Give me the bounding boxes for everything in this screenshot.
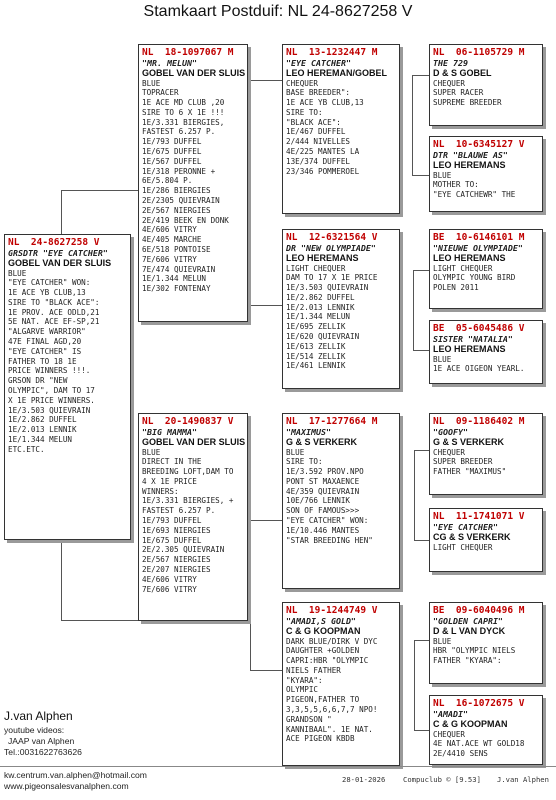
info-line: BLUE [433,170,452,180]
info-line: OLYMPIC [286,685,319,695]
info-line: PIGEON,FATHER TO [286,695,360,705]
info-line: FATHER "MAXIMUS" [433,467,507,477]
breeder-name: LEO HEREMANS [433,160,506,170]
info-line: 1E/613 ZELLIK [286,341,346,351]
ring-number: NL 20-1490837 V [142,416,234,427]
info-line: 1E/514 ZELLIK [286,351,346,361]
pigeon-name: "MAXIMUS" [286,427,331,437]
info-line: 47E FINAL AGD,20 [8,337,82,347]
info-line: 1E/3.503 QUIEVRAIN [8,405,91,415]
connector-line [412,175,429,176]
info-line: 13E/374 DUFFEL [286,156,351,166]
info-line: DIRECT IN THE [142,457,202,467]
info-line: 5E NAT. ACE EF-SP,21 [8,317,100,327]
ring-number: NL 17-1277664 M [286,416,378,427]
owner-name: J.van Alphen [4,709,73,723]
info-line: 1E/793 DUFFEL [142,137,202,147]
info-line: 1E ACE YB CLUB,13 [8,288,86,298]
owner-phone: Tel.:0031622763626 [4,747,82,757]
ring-number: BE 05-6045486 V [433,323,525,334]
info-line: SIRE TO: [286,107,323,117]
info-line: "EYE CATCHER" IS [8,346,82,356]
pigeon-name: DR "NEW OLYMPIADE" [286,243,376,253]
ring-number: NL 06-1105729 M [433,47,525,58]
breeder-name: GOBEL VAN DER SLUIS [142,68,246,78]
pigeon-name: "GOLDEN CAPRI" [433,616,503,626]
footer-software: Compuclub © [9.53] [403,775,481,784]
dam-dam-dam-card [429,695,543,765]
info-line: 1E/1.344 MELUN [142,274,207,284]
info-line: 1E/693 NIERGIES [142,525,211,535]
info-line: SUPER BREEDER [433,457,493,467]
info-line: CHEQUER [433,729,466,739]
info-line: BLUE [142,447,161,457]
breeder-name: LEO HEREMANS [433,344,506,354]
breeder-name: C & G KOOPMAN [286,626,361,636]
info-line: 1E/2.013 LENNIK [8,425,77,435]
owner-videos-label: youtube videos: [4,725,65,735]
info-line: BLUE [8,268,27,278]
info-line: 7E/474 QUIEVRAIN [142,264,216,274]
info-line: 1E/1.344 MELUN [286,312,351,322]
info-line: 3,3,5,5,6,6,7,7 NPO! [286,705,378,715]
info-line: 2E/419 BEEK EN DONK [142,215,229,225]
info-line: 1E/3.592 PROV.NPO [286,467,364,477]
info-line: 1E/318 PERONNE + [142,166,216,176]
info-line: DAUGHTER +GOLDEN [286,646,360,656]
info-line: 1E/3.331 BIERGIES, + [142,496,234,506]
connector-line [412,75,429,76]
info-line: 1E/3.331 BIERGIES, [142,117,225,127]
info-line: 1E/2.862 DUFFEL [8,415,77,425]
footer-date: 28-01-2026 [342,775,386,784]
ring-number: NL 10-6345127 V [433,139,525,150]
breeder-name: LEO HEREMANS [286,253,359,263]
info-line: HBR "OLYMPIC NIELS [433,646,516,656]
info-line: 6E/518 PONTOISE [142,245,211,255]
info-line: OLYMPIC", DAM TO 17 [8,386,95,396]
info-line: 1E PROV. ACE ODLD,21 [8,307,100,317]
info-line: BLUE [286,447,305,457]
connector-line [248,305,282,306]
info-line: OLYMPIC YOUNG BIRD [433,273,516,283]
info-line: "STAR BREEDING HEN" [286,535,373,545]
info-line: 2E/567 NIERGIES [142,555,211,565]
info-line: 4E/405 MARCHE [142,235,202,245]
connector-line [248,80,249,305]
info-line: 10E/766 LENNIK [286,496,351,506]
info-line: 7E/606 VITRY [142,584,197,594]
info-line: 1E ACE MD CLUB ,20 [142,98,225,108]
info-line: LIGHT CHEQUER [286,263,346,273]
connector-line [61,620,138,621]
info-line: 1E/286 BIERGIES [142,186,211,196]
info-line: CHEQUER [433,447,466,457]
info-line: 1E/1.344 MELUN [8,435,73,445]
footer-website[interactable]: www.pigeonsalesvanalphen.com [4,781,129,791]
footer-author: J.van Alphen [497,775,549,784]
breeder-name: G & S VERKERK [433,437,505,447]
info-line: 1E ACE OIGEON YEARL. [433,364,525,374]
info-line: BLUE [142,78,161,88]
info-line: 1E/10.446 MANTES [286,525,360,535]
connector-line [414,640,415,730]
breeder-name: GOBEL VAN DER SLUIS [142,437,246,447]
breeder-name: CG & S VERKERK [433,532,511,542]
info-line: 1E/302 FONTENAY [142,284,211,294]
info-line: 23/346 POMMEROEL [286,166,360,176]
info-line: WINNERS: [142,486,179,496]
info-line: POLEN 2011 [433,283,479,293]
info-line: BLUE [433,354,452,364]
pigeon-name: "GOOFY" [433,427,468,437]
ring-number: NL 18-1097067 M [142,47,234,58]
info-line: SIRE TO: [286,457,323,467]
pigeon-name: "AMADI,S GOLD" [286,616,356,626]
info-line: 1E ACE YB CLUB,13 [286,98,364,108]
info-line: DARK BLUE/DIRK V DYC [286,636,378,646]
ring-number: BE 09-6040496 M [433,605,525,616]
info-line: CAPRI:HBR "OLYMPIC [286,656,369,666]
pigeon-name: THE 729 [433,58,468,68]
sire-sire-dam-card [429,136,543,212]
ring-number: NL 19-1244749 V [286,605,378,616]
info-line: DAM TO 17 X 1E PRICE [286,273,378,283]
info-line: SIRE TO 6 X 1E !!! [142,107,225,117]
connector-line [61,540,62,620]
dam-dam-card [282,602,400,766]
info-line: 1E/2.862 DUFFEL [286,292,355,302]
info-line: ETC.ETC. [8,444,45,454]
info-line: BREEDING LOFT,DAM TO [142,467,234,477]
pigeon-name: GRSDTR "EYE CATCHER" [8,248,108,258]
info-line: 2E/2305 QUIEVRAIN [142,196,220,206]
breeder-name: G & S VERKERK [286,437,358,447]
breeder-name: C & G KOOPMAN [433,719,508,729]
info-line: "EYE CATCHER" WON: [8,278,91,288]
info-line: BASE BREEDER": [286,88,351,98]
info-line: FATHER "KYARA": [433,656,502,666]
info-line: KANNIBAAL". 1E NAT. [286,724,373,734]
pigeon-name: "NIEUWE OLYMPIADE" [433,243,523,253]
connector-line [250,670,282,671]
info-line: 2E/567 NIERGIES [142,205,211,215]
pigeon-name: "AMADI" [433,709,468,719]
ring-number: NL 24-8627258 V [8,237,100,248]
info-line: X 1E PRICE WINNERS. [8,395,95,405]
sire-dam-dam-card [429,320,543,384]
info-line: 1E/2.013 LENNIK [286,302,355,312]
info-line: 4E/606 VITRY [142,225,197,235]
info-line: 4E/359 QUIEVRAIN [286,486,360,496]
info-line: 1E/3.503 QUIEVRAIN [286,283,369,293]
breeder-name: D & S GOBEL [433,68,492,78]
connector-line [414,640,429,641]
info-line: SON OF FAMOUS>>> [286,506,360,516]
info-line: "ALGARVE WARRIOR" [8,327,86,337]
pigeon-name: "EYE CATCHER" [286,58,351,68]
info-line: SIRE TO "BLACK ACE": [8,297,100,307]
sire-sire-card [282,44,400,214]
sire-card [138,44,248,322]
ring-number: BE 10-6146101 M [433,232,525,243]
info-line: SUPREME BREEDER [433,98,502,108]
ring-number: NL 11-1741071 V [433,511,525,522]
dam-sire-dam-card [429,508,543,572]
info-line: SUPER RACER [433,88,484,98]
info-line: MOTHER TO: [433,180,479,190]
info-line: 1E/675 DUFFEL [142,535,202,545]
info-line: 2E/4410 SENS [433,749,488,759]
connector-line [61,190,62,234]
info-line: 1E/793 DUFFEL [142,516,202,526]
info-line: CHEQUER [286,78,319,88]
sire-dam-sire-card [429,229,543,309]
info-line: LIGHT CHEQUER [433,263,493,273]
info-line: CHEQUER [433,78,466,88]
connector-line [412,75,413,175]
info-line: 1E/695 ZELLIK [286,322,346,332]
pigeon-name: "EYE CATCHER" [433,522,498,532]
pigeon-name: DTR "BLAUWE AS" [433,150,508,160]
info-line: 4 X 1E PRICE [142,476,197,486]
ring-number: NL 13-1232447 M [286,47,378,58]
breeder-name: GOBEL VAN DER SLUIS [8,258,112,268]
connector-line [414,540,429,541]
info-line: 6E/5.804 P. [142,176,193,186]
dam-card [138,413,248,621]
ring-number: NL 09-1186402 M [433,416,525,427]
info-line: LIGHT CHEQUER [433,542,493,552]
pigeon-name: SISTER "NATALIA" [433,334,513,344]
ring-number: NL 16-1072675 V [433,698,525,709]
info-line: 2E/2.305 QUIEVRAIN [142,545,225,555]
info-line: BLUE [433,636,452,646]
subject-card [4,234,131,540]
info-line: PONT ST MAXAENCE [286,476,360,486]
info-line: "BLACK ACE": [286,117,341,127]
dam-dam-sire-card [429,602,543,684]
info-line: GRANDSON " [286,714,332,724]
owner-channel: JAAP van Alphen [8,736,75,746]
breeder-name: D & L VAN DYCK [433,626,506,636]
info-line: 1E/567 DUFFEL [142,156,202,166]
dam-sire-sire-card [429,413,543,495]
connector-line [413,350,429,351]
page-title: Stamkaart Postduif: NL 24-8627258 V [143,3,413,20]
breeder-name: LEO HEREMANS [433,253,506,263]
connector-line [250,520,251,670]
info-line: FASTEST 6.257 P. [142,127,216,137]
connector-line [414,730,429,731]
info-line: 7E/606 VITRY [142,254,197,264]
sire-sire-sire-card [429,44,543,126]
info-line: 1E/467 DUFFEL [286,127,346,137]
connector-line [248,80,282,81]
connector-line [61,190,138,191]
info-line: 2E/207 NIERGIES [142,565,211,575]
connector-line [414,450,429,451]
pigeon-name: "BIG MAMMA" [142,427,197,437]
connector-line [413,270,414,350]
dam-sire-card [282,413,400,589]
info-line: FATHER TO 18 1E [8,356,77,366]
ring-number: NL 12-6321564 V [286,232,378,243]
info-line: "KYARA": [286,675,323,685]
breeder-name: LEO HEREMAN/GOBEL [286,68,388,78]
info-line: 1E/675 DUFFEL [142,147,202,157]
info-line: "EYE CATCHEWR" THE [433,190,516,200]
connector-line [414,450,415,540]
info-line: NIELS FATHER [286,665,341,675]
info-line: TOPRACER [142,88,179,98]
connector-line [413,270,429,271]
connector-line [250,520,282,521]
footer-email[interactable]: kw.centrum.van.alphen@hotmail.com [4,770,147,780]
footer-divider [0,766,556,767]
info-line: FASTEST 6.257 P. [142,506,216,516]
info-line: GRSON DR "NEW [8,376,68,386]
info-line: 2/444 NIVELLES [286,137,351,147]
info-line: PRICE WINNERS !!!. [8,366,91,376]
info-line: ACE PIGEON KBDB [286,734,355,744]
info-line: 4E/606 VITRY [142,574,197,584]
pigeon-name: "MR. MELUN" [142,58,197,68]
info-line: 1E/461 LENNIK [286,361,346,371]
info-line: 4E/225 MANTES LA [286,147,360,157]
sire-dam-card [282,229,400,389]
info-line: 1E/620 QUIEVRAIN [286,332,360,342]
info-line: "EYE CATCHER" WON: [286,516,369,526]
info-line: 4E NAT.ACE WT GOLD18 [433,739,525,749]
